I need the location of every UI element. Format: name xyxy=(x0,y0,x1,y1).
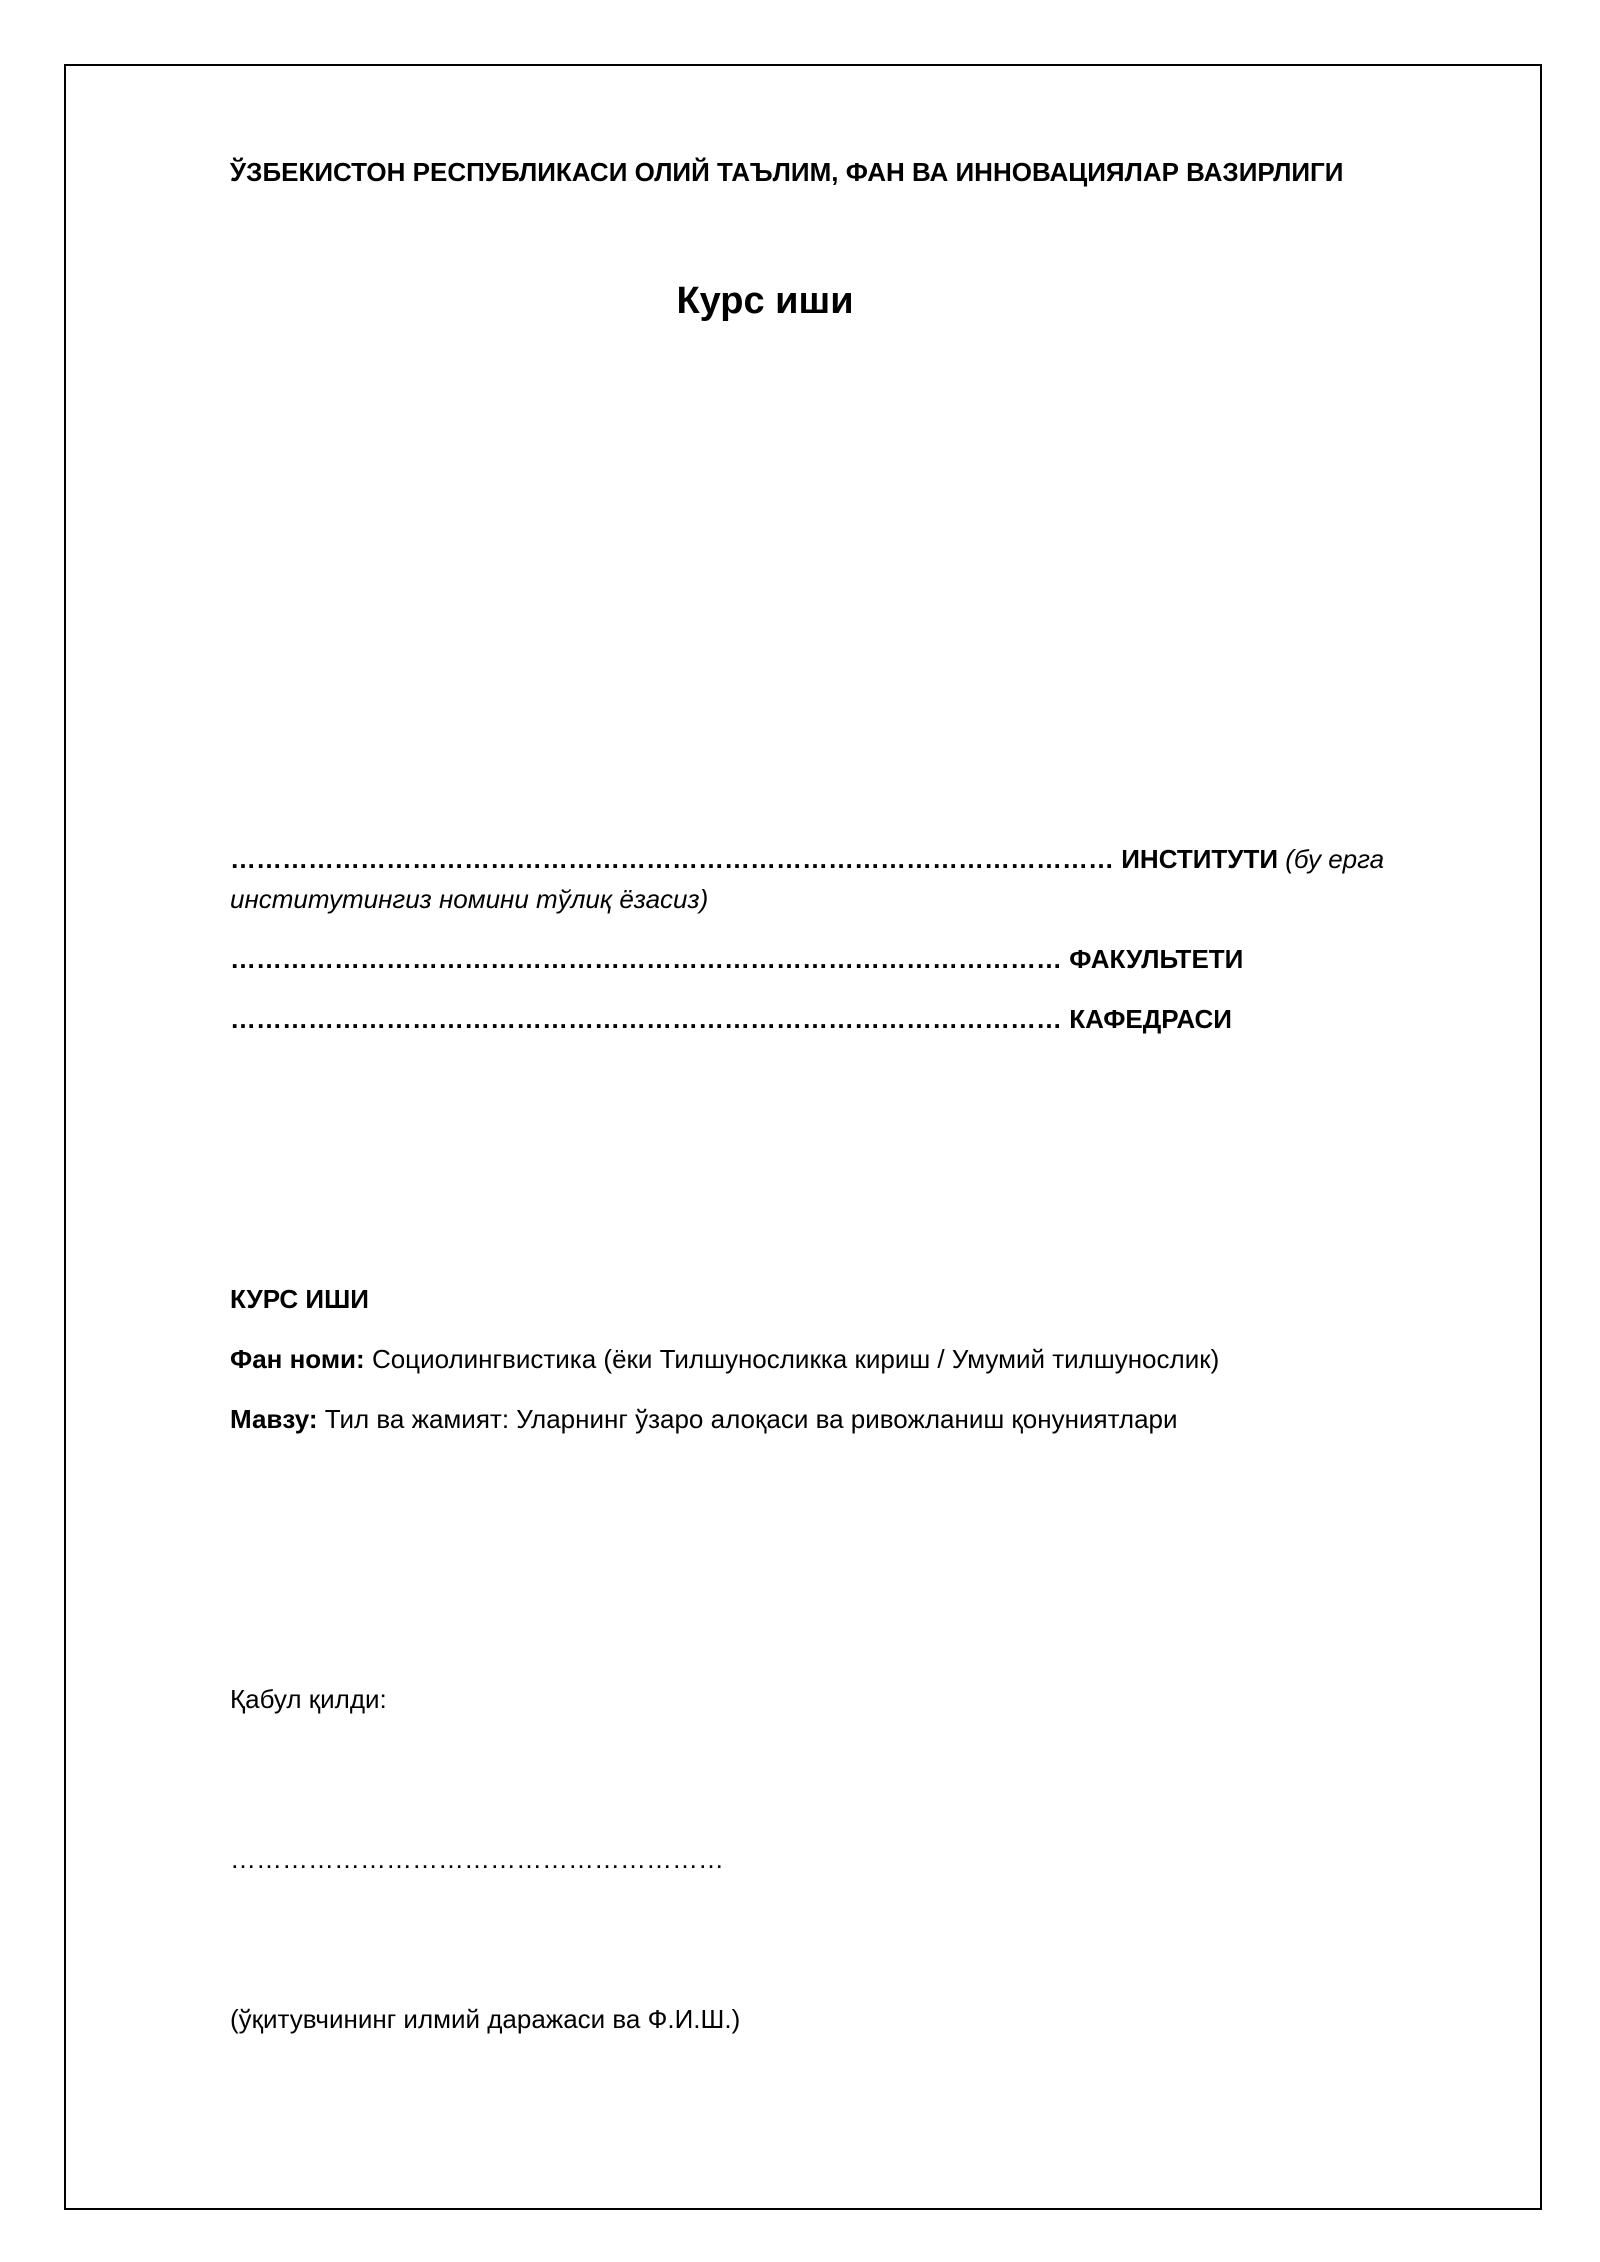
institute-dots: ………………………………………………………………………………………… xyxy=(230,844,1114,874)
topic-line xyxy=(230,1402,1178,1436)
topic-value: Тил ва жамият: Уларнинг ўзаро алоқаси ва ривожланиш қонуниятлари xyxy=(324,1404,1178,1434)
institute-label: ИНСТИТУТИ xyxy=(1121,844,1279,874)
ministry-name: ЎЗБЕКИСТОН РЕСПУБЛИКАСИ ОЛИЙ ТАЪЛИМ, ФАН ВА ИННОВАЦИЯЛАР ВАЗИРЛИГИ xyxy=(230,157,1344,187)
subject-value: Социолингвистика (ёки Тилшуносликка кириш / Умумий тилшунослик) xyxy=(371,1344,1220,1374)
accepted-by-label: Қабул қилди: xyxy=(230,1684,387,1714)
teacher-credentials-hint: (ўқитувчининг илмий даражаси ва Ф.И.Ш.) xyxy=(230,2004,741,2034)
institute-hint: институтингиз номини тўлиқ ёзасиз) xyxy=(230,884,709,914)
faculty-label: ФАКУЛЬТЕТИ xyxy=(1069,944,1244,974)
page-border xyxy=(64,64,1542,2210)
course-work-heading: КУРС ИШИ xyxy=(230,1284,369,1314)
topic-label: Мавзу: xyxy=(230,1404,318,1434)
signature-line: ………………………………………………… xyxy=(230,1844,724,1874)
subject-line xyxy=(230,1342,1219,1376)
subject-label: Фан номи: xyxy=(230,1344,365,1374)
department-label: КАФЕДРАСИ xyxy=(1069,1004,1232,1034)
institute-line xyxy=(230,842,1384,876)
faculty-line xyxy=(230,942,1243,976)
document-title: Курс иши xyxy=(676,280,854,322)
institute-hint-start: (бу ерга xyxy=(1285,844,1385,874)
department-line xyxy=(230,1002,1232,1036)
department-dots: …………………………………………………………………………………… xyxy=(230,1004,1062,1034)
faculty-dots: …………………………………………………………………………………… xyxy=(230,944,1062,974)
